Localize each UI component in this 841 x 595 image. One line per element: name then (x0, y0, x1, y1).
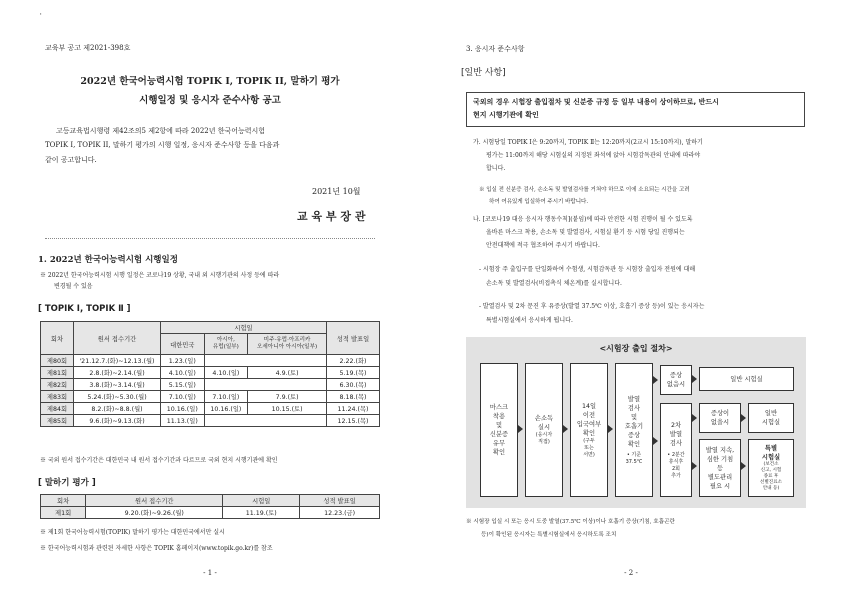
speaking-heading: [ 말하기 평가 ] (38, 478, 96, 488)
flow-fever-check: 발열 검사 및 호흡기 증상 확인 • 기준 37.5℃ (615, 363, 653, 497)
section3-title: 3. 응시자 준수사항 (466, 45, 525, 53)
flow-arrow-icon (563, 425, 568, 433)
flow-no-symptom-mid: 증상이 없을시 (699, 403, 741, 433)
flow-regular-room-mid: 일반 시험실 (748, 403, 794, 433)
topik-col-period: 원서 접수기간 (74, 322, 161, 355)
item-ga-note1: ※ 입실 전 신분증 검사, 손소독 및 발열검사를 거쳐야 하므로 이에 소요되는 시간을 고려 (479, 187, 690, 193)
speaking-col-header: 원서 접수기간 (86, 495, 223, 507)
intro-line1: 고등교육법시행령 제42조의5 제2항에 따라 2022년 한국어능력시험 (56, 127, 266, 135)
table-cell: 9.20.(화)~9.26.(월) (86, 507, 223, 519)
topik-schedule-table (40, 321, 380, 427)
table-cell-empty (204, 355, 326, 367)
topik-col-asia-europe: 아시아, 유럽(일부) (204, 334, 248, 355)
notice-box-line1: 국외의 경우 시험장 출입절차 및 신분증 규정 등 일부 내용이 상이하므로, 반드시 (473, 98, 719, 106)
bullet2-line2: 특별시험실에서 응시하게 됩니다. (486, 317, 573, 324)
table-row (41, 355, 380, 367)
notice-number: 교육부 공고 제2021-398호 (45, 44, 131, 52)
bullet1-line1: - 시험장 주 출입구를 단일화하여 수험생, 시험감독관 등 시험장 출입자 전원에 대해 (479, 266, 696, 273)
table-cell: 11.24.(목) (327, 403, 380, 415)
topik-heading: [ TOPIK Ⅰ, TOPIK Ⅱ ] (38, 304, 131, 314)
item-ga-line1: 가. 시험당일 TOPIK Ⅰ은 9:20까지, TOPIK Ⅱ는 12:20까지(2교시 15:10까지), 말하기 (473, 139, 703, 146)
intro-line2: TOPIK I, TOPIK II, 말하기 평가의 시행 일정, 응시자 준수사항 등을 다음과 (45, 141, 280, 149)
table-cell: 7.9.(토) (248, 391, 327, 403)
diagram-title: <시험장 출입 절차> (599, 344, 673, 353)
flow-arrow-icon (692, 375, 697, 383)
speaking-col-header: 회차 (41, 495, 86, 507)
table-cell: 2.22.(화) (327, 355, 380, 367)
flow-mask-check: 마스크 착용 및 신분증 유무 확인 (480, 363, 518, 497)
table-cell-empty (204, 379, 326, 391)
diagram-note-line1: ※ 시험장 입실 시 또는 응시 도중 발열(37.5℃ 이상)이나 호흡기 증상(기침, 호흡곤란 (466, 519, 675, 525)
topik-homepage-note: ※ 한국어능력시험과 관련된 자세한 사항은 TOPIK 홈페이지(www.topik.go.kr)를 참조 (40, 545, 273, 552)
notice-box-line2: 현지 시행기관에 확인 (473, 111, 539, 119)
table-cell: 7.10.(일) (161, 391, 205, 403)
table-cell: 1.23.(일) (161, 355, 205, 367)
item-na-line1: 나. [코로나19 대응 응시자 행동수칙](붙임)에 따라 안전한 시험 진행이 될 수 있도록 (473, 216, 693, 223)
table-row (41, 415, 380, 427)
table-cell: 3.8.(화)~3.14.(월) (74, 379, 161, 391)
table-cell: 제85회 (41, 415, 74, 427)
table-row (41, 507, 380, 519)
flow-special-room: 특별 시험실 (보건소 신고, 시험 종료 후 선별진료소 안내 등) (748, 439, 794, 497)
flow-regular-room-top: 일반 시험실 (699, 367, 794, 391)
speaking-note: ※ 제1회 한국어능력시험(TOPIK) 말하기 평가는 대한민국에서만 실시 (40, 529, 225, 536)
table-cell: 4.10.(일) (204, 367, 248, 379)
notice-title-line2: 시행일정 및 응시자 준수사항 공고 (139, 95, 281, 106)
table-cell: 9.6.(화)~9.13.(화) (74, 415, 161, 427)
overseas-note: ※ 국외 원서 접수기간은 대한민국 내 원서 접수기간과 다르므로 국외 현지 시행기관에 확인 (40, 457, 278, 464)
table-cell: 제82회 (41, 379, 74, 391)
table-cell: 제84회 (41, 403, 74, 415)
topik-col-korea: 대한민국 (161, 334, 205, 355)
dot-mark: ' (40, 13, 42, 20)
table-cell: 2.8.(화)~2.14.(월) (74, 367, 161, 379)
table-row (41, 379, 380, 391)
flow-arrow-icon (741, 462, 746, 470)
table-cell: 8.2.(화)~8.8.(월) (74, 403, 161, 415)
entry-procedure-diagram (466, 337, 806, 508)
table-cell: 5.24.(화)~5.30.(월) (74, 391, 161, 403)
speaking-col-header: 성적 발표일 (300, 495, 380, 507)
table-cell: 12.15.(목) (327, 415, 380, 427)
table-cell: 10.16.(일) (204, 403, 248, 415)
table-cell: 5.19.(목) (327, 367, 380, 379)
diagram-note-line2: 등)이 확인된 응시자는 특별시험실에서 응시하도록 조치 (481, 532, 617, 538)
table-cell: 10.16.(일) (161, 403, 205, 415)
section1-note-line1: ※ 2022년 한국어능력시험 시행 일정은 코로나19 상황, 국내 외 시행기관의 사정 등에 따라 (40, 272, 280, 279)
table-cell: 제80회 (41, 355, 74, 367)
table-cell: 8.18.(목) (327, 391, 380, 403)
table-row (41, 403, 380, 415)
speaking-schedule-table (40, 494, 380, 519)
bullet2-line1: - 발열검사 및 2차 문진 후 유증상(발열 37.5℃ 이상, 호흡기 증상 등)이 있는 응시자는 (479, 303, 705, 310)
flow-no-symptom-top: 증상 없음시 (660, 365, 692, 395)
general-heading: [일반 사항] (461, 68, 506, 78)
table-cell: 10.15.(토) (248, 403, 327, 415)
flow-arrow-icon (608, 425, 613, 433)
notice-date: 2021년 10월 (312, 187, 361, 196)
minister-signature: 교 육 부 장 관 (297, 210, 366, 223)
page-1 (0, 0, 420, 595)
flow-hand-sanitize: 손소독 실시 (응시자 직접) (525, 363, 563, 497)
bullet1-line2: 손소독 및 발열검사(비접촉식 체온계)를 실시합니다. (486, 280, 622, 287)
flow-persistent-symptom: 발열 지속, 심한 기침 등 별도관리 필요 시 (699, 439, 741, 497)
notice-box (466, 92, 805, 127)
table-cell: 4.9.(토) (248, 367, 327, 379)
table-cell: 11.13.(일) (161, 415, 205, 427)
page-2 (421, 0, 841, 595)
flow-entry-check: 14일 이전 입국여부 확인 (구두 또는 서면) (570, 363, 608, 497)
table-cell: '21.12.7.(화)~12.13.(월) (74, 355, 161, 367)
table-cell: 제81회 (41, 367, 74, 379)
table-cell: 11.19.(토) (223, 507, 300, 519)
speaking-col-header: 시험일 (223, 495, 300, 507)
table-cell: 6.30.(목) (327, 379, 380, 391)
item-na-line3: 안전대책에 적극 협조하여 주시기 바랍니다. (486, 242, 600, 249)
section1-note-line2: 변경될 수 있음 (54, 283, 93, 290)
topik-col-americas: 미주·유럽·아프리카 오세아니아 아시아(일부) (248, 334, 327, 355)
flow-arrow-icon (653, 376, 658, 384)
item-na-line2: 올바른 마스크 착용, 손소독 및 발열검사, 시험실 환기 등 시험 당일 진행되는 (486, 229, 685, 236)
divider (45, 238, 375, 239)
table-cell: 12.23.(금) (300, 507, 380, 519)
table-cell: 5.15.(일) (161, 379, 205, 391)
intro-line3: 같이 공고합니다. (45, 156, 97, 164)
table-cell-empty (204, 415, 326, 427)
flow-arrow-icon (692, 414, 697, 422)
section1-title: 1. 2022년 한국어능력시험 시행일정 (38, 255, 178, 265)
item-ga-note2: 하여 여유있게 입실하여 주시기 바랍니다. (489, 199, 589, 205)
table-row (41, 391, 380, 403)
flow-arrow-icon (518, 425, 523, 433)
flow-second-fever-check: 2차 발열 검사 • 2분간 휴식후 2회 추가 (660, 403, 692, 497)
flow-arrow-icon (692, 462, 697, 470)
table-row (41, 367, 380, 379)
topik-col-exam-day: 시험일 (161, 322, 327, 334)
table-cell: 4.10.(일) (161, 367, 205, 379)
flow-arrow-icon (741, 414, 746, 422)
page-number-1: - 1 - (203, 569, 217, 577)
notice-title-line1: 2022년 한국어능력시험 TOPIK I, TOPIK II, 말하기 평가 (80, 76, 340, 87)
item-ga-line2: 평가는 11:00까지 해당 시험실의 지정된 좌석에 앉아 시험감독관의 안내에 따라야 (486, 152, 701, 159)
table-cell: 제1회 (41, 507, 86, 519)
table-cell: 제83회 (41, 391, 74, 403)
item-ga-line3: 합니다. (486, 165, 506, 172)
topik-col-result: 성적 발표일 (327, 322, 380, 355)
table-cell: 7.10.(일) (204, 391, 248, 403)
topik-col-round: 회차 (41, 322, 74, 355)
flow-arrow-icon (653, 437, 658, 445)
page-number-2: - 2 - (624, 569, 638, 577)
